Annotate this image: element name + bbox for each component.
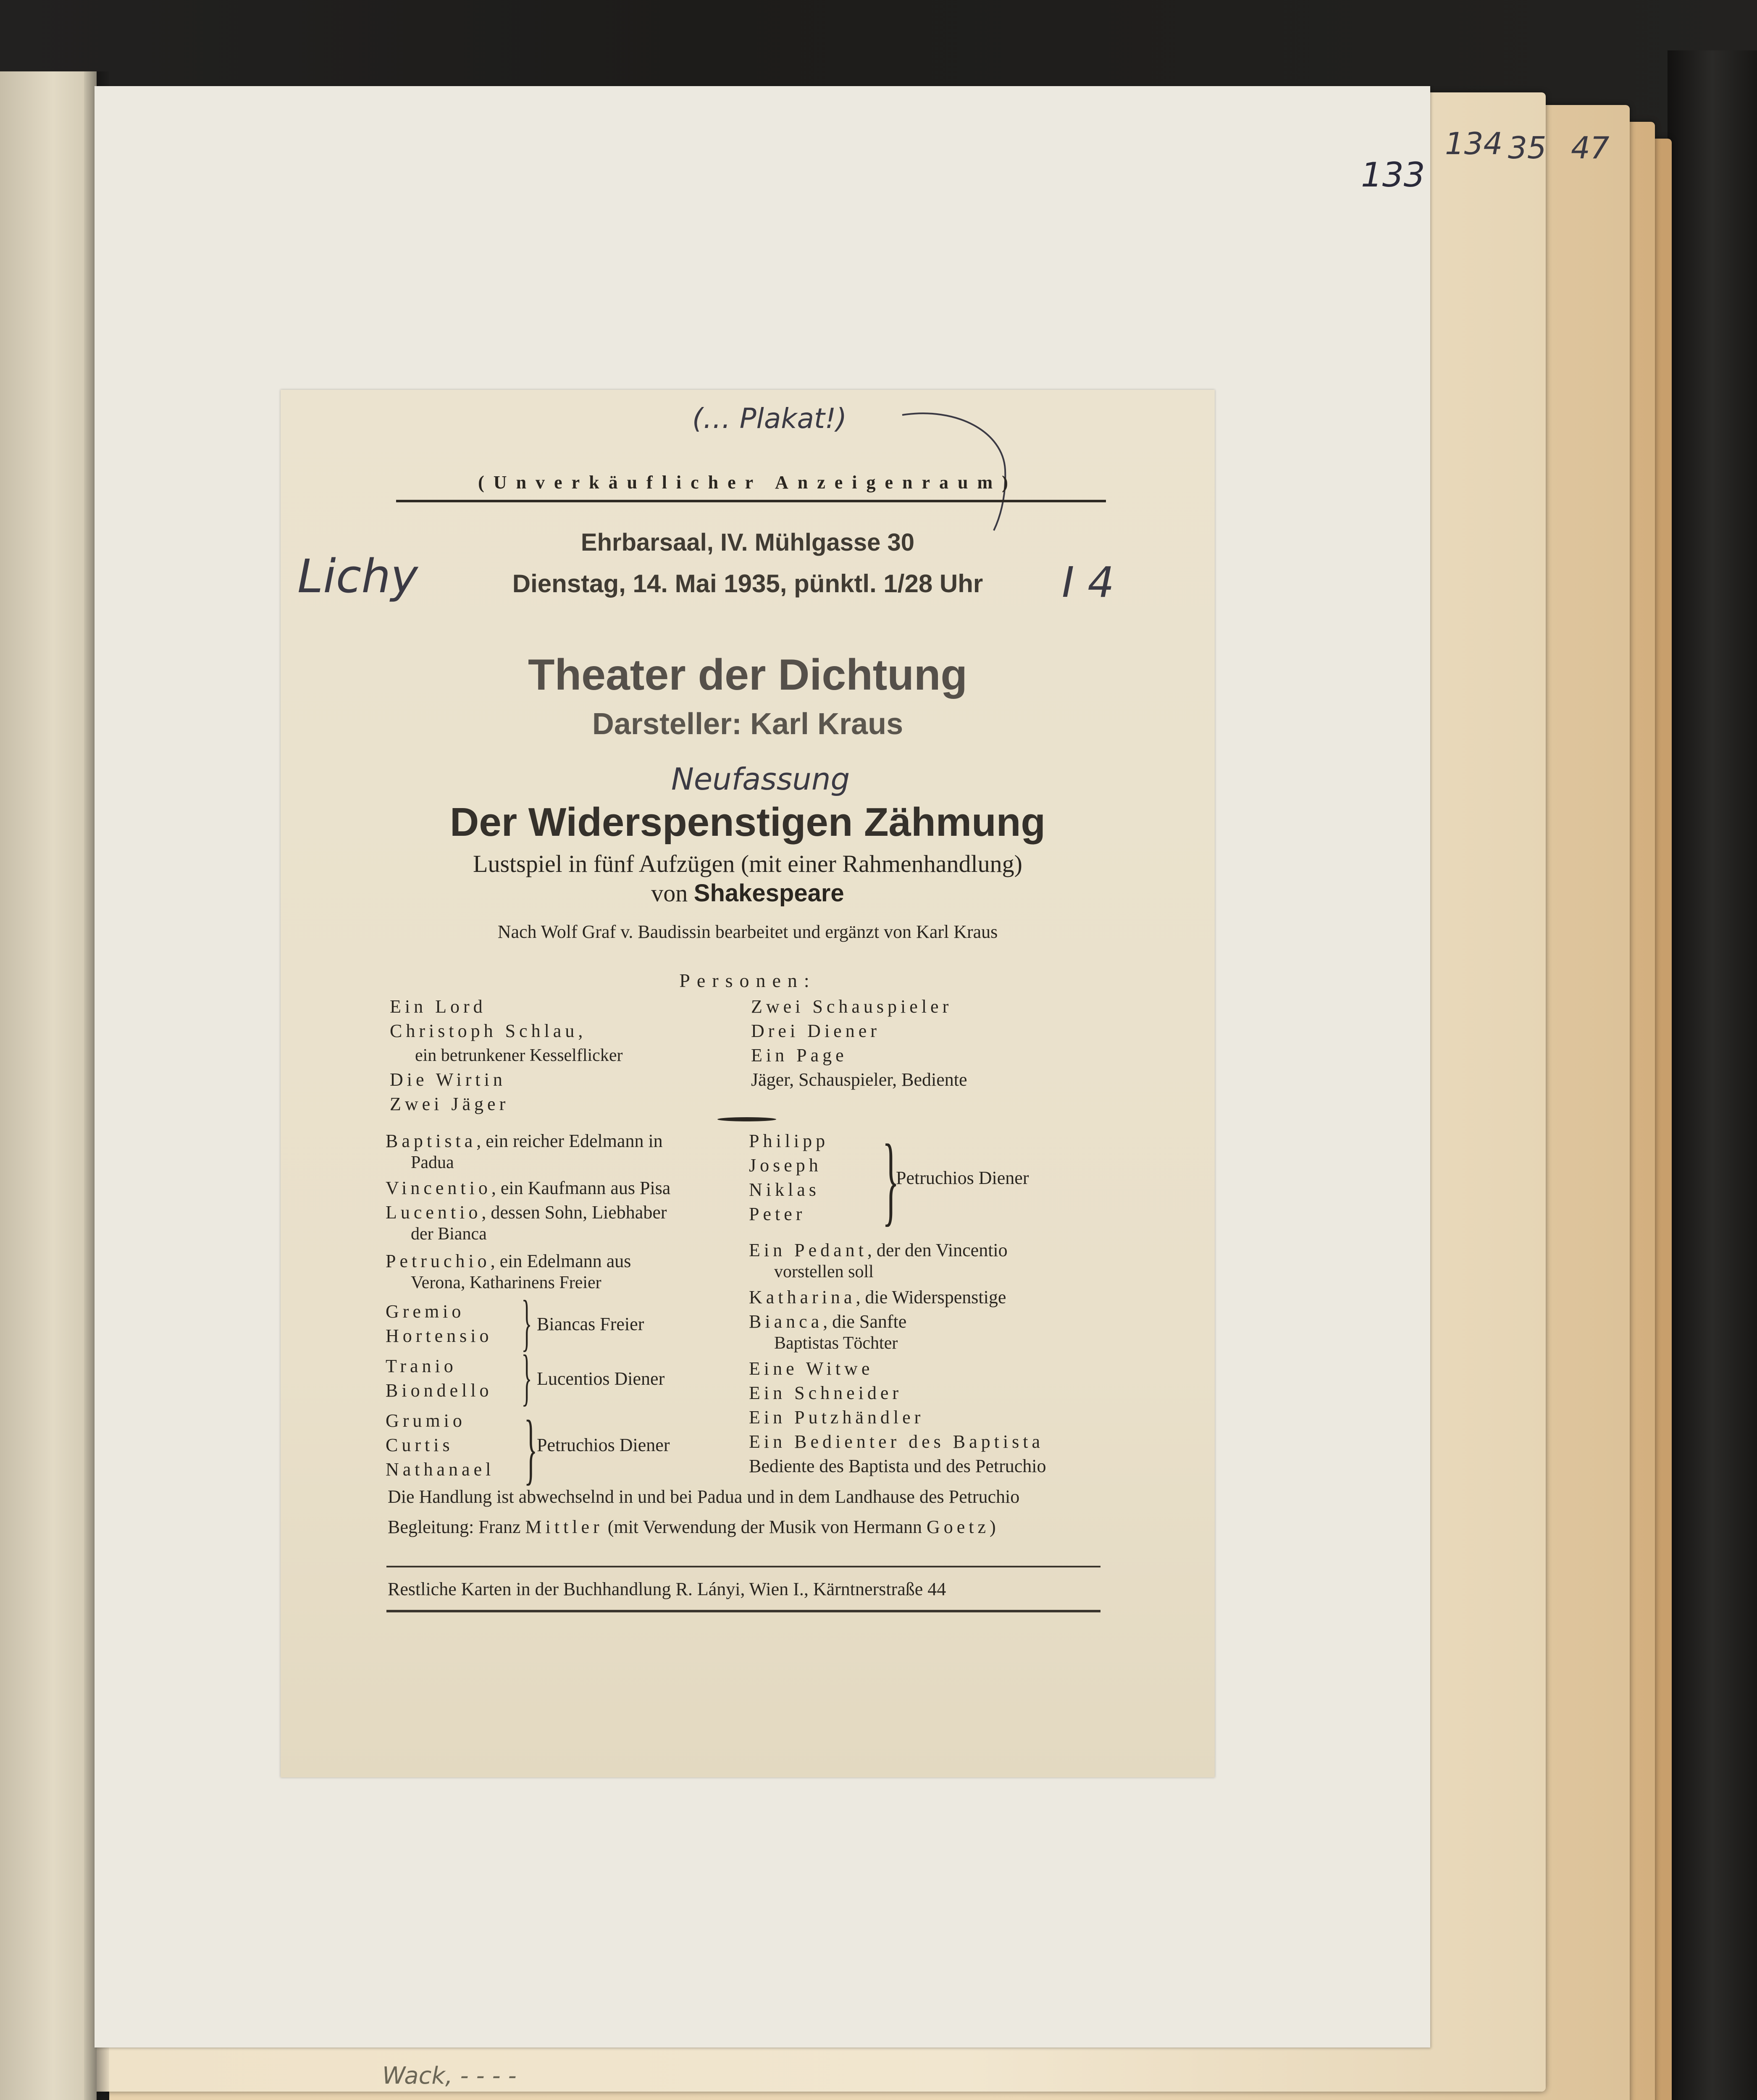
author: Shakespeare <box>693 879 844 907</box>
cast-name: Philipp <box>749 1131 829 1151</box>
cast-desc: , ein reicher Edelmann in <box>476 1131 663 1151</box>
music-mid: (mit Verwendung der Musik von Hermann <box>607 1517 922 1537</box>
handwritten-revision: Neufassung <box>671 761 850 797</box>
cast-name: Biondello <box>386 1380 493 1401</box>
cast-entry <box>749 1238 1046 1263</box>
cast-name: Christoph Schlau, <box>390 1021 587 1041</box>
cast-name: Grumio <box>386 1410 466 1431</box>
cast-entry <box>749 1454 1046 1478</box>
cast-group-role: Petruchios Diener <box>537 1435 670 1455</box>
cast-entry <box>386 1129 670 1153</box>
cast-entry <box>751 1019 967 1043</box>
cast-name: Ein Lord <box>390 996 486 1017</box>
cast-entry <box>390 1092 622 1116</box>
event-date: Dienstag, 14. Mai 1935, pünktl. 1/28 Uhr <box>512 570 983 598</box>
cast-name: Ein Page <box>751 1045 848 1066</box>
cast-group-role: Biancas Freier <box>537 1314 644 1334</box>
cast-desc: Bediente des Baptista und des Petruchio <box>749 1456 1046 1476</box>
brace-glyph: } <box>882 1124 899 1235</box>
adaptation-credit: Nach Wolf Graf v. Baudissin bearbeitet und ergänzt von Karl Kraus <box>497 921 998 942</box>
cast-desc: , die Sanfte <box>823 1311 907 1332</box>
cast-group <box>749 1124 1046 1235</box>
cast-name: Ein Putzhändler <box>749 1407 924 1428</box>
cast-desc: , dessen Sohn, Liebhaber <box>481 1202 667 1223</box>
cast-entry <box>390 1019 622 1043</box>
ad-notice-rule <box>396 500 1106 502</box>
music-composer: Goetz <box>926 1517 990 1537</box>
cast-desc: ein betrunkener Kesselflicker <box>415 1046 623 1065</box>
cast-desc: , ein Kaufmann aus Pisa <box>491 1178 671 1198</box>
cast-name: Niklas <box>749 1179 820 1200</box>
handwritten-mark-left: Lichy <box>297 549 418 603</box>
stack-number: 35 <box>1508 130 1547 165</box>
cast-entry <box>751 995 967 1019</box>
binder-spine-edge <box>1668 50 1757 2100</box>
cast-desc-cont: Baptistas Töchter <box>774 1334 898 1353</box>
cast-name: Tranio <box>386 1356 457 1376</box>
cast-entry <box>751 1068 967 1092</box>
cast-desc: , die Widerspenstige <box>856 1287 1006 1307</box>
cast-desc: Jäger, Schauspieler, Bediente <box>751 1069 967 1090</box>
cast-name: Die Wirtin <box>390 1069 506 1090</box>
setting-note: Die Handlung ist abwechselnd in und bei Padua und in dem Landhause des Petruchio <box>388 1486 1020 1507</box>
cast-name: Lucentio <box>386 1202 482 1223</box>
music-credit <box>388 1516 996 1538</box>
cast-name: Peter <box>749 1204 806 1224</box>
cast-heading: Personen: <box>679 970 816 991</box>
subtitle: Lustspiel in fünf Aufzügen (mit einer Rahmenhandlung) <box>473 850 1022 877</box>
cast-entry <box>749 1381 1046 1405</box>
cast-group <box>386 1342 670 1412</box>
play-title: Der Widerspenstigen Zähmung <box>450 800 1045 845</box>
brace-glyph: } <box>524 1404 538 1493</box>
handwritten-note: (… Plakat!) <box>692 402 847 435</box>
cast-name: Katharina <box>749 1287 856 1307</box>
cast-entry <box>749 1285 1046 1310</box>
cast-group-role: Lucentios Diener <box>537 1368 665 1389</box>
performer: Darsteller: Karl Kraus <box>592 707 903 741</box>
music-prefix: Begleitung: Franz <box>388 1517 521 1537</box>
cast-entry <box>390 1043 622 1068</box>
ad-notice: (Unverkäuflicher Anzeigenraum) <box>478 472 1017 493</box>
cast-entry <box>749 1357 1046 1381</box>
cast-entry <box>749 1310 1046 1334</box>
bottom-scrawl: Wack, - - - - <box>382 2062 517 2090</box>
cast-name: Baptista <box>386 1131 477 1151</box>
cast-name: Petruchio <box>386 1251 491 1271</box>
stack-number: 134 <box>1445 126 1503 161</box>
cast-name: Joseph <box>749 1155 822 1176</box>
music-name: Mittler <box>525 1517 603 1537</box>
author-line <box>281 879 1215 907</box>
cast-intro-right <box>751 995 967 1092</box>
tickets-rule-top <box>386 1566 1100 1567</box>
cast-desc-cont: vorstellen soll <box>774 1262 874 1281</box>
program-leaflet <box>281 390 1215 1777</box>
cast-main-left <box>386 1129 671 1493</box>
cast-name: Ein Bedienter des Baptista <box>749 1431 1044 1452</box>
cast-name: Ein Schneider <box>749 1383 903 1403</box>
cast-desc: , ein Edelmann aus <box>490 1251 631 1271</box>
cast-name: Nathanael <box>386 1459 495 1480</box>
folio-number: 133 <box>1361 155 1425 194</box>
cast-desc: , der den Vincentio <box>867 1240 1008 1260</box>
cast-desc-cont: der Bianca <box>411 1224 487 1244</box>
cast-entry <box>386 1200 670 1225</box>
venue: Ehrbarsaal, IV. Mühlgasse 30 <box>580 529 915 556</box>
cast-name: Drei Diener <box>751 1021 880 1041</box>
cast-name: Zwei Jäger <box>390 1094 510 1114</box>
cast-group <box>386 1404 670 1493</box>
cast-name: Ein Pedant <box>749 1240 867 1260</box>
cast-entry <box>386 1249 670 1273</box>
cast-name: Hortensio <box>386 1326 493 1346</box>
stack-number: 47 <box>1571 130 1610 165</box>
ornament-divider <box>717 1117 776 1121</box>
cast-name: Gremio <box>386 1301 465 1322</box>
cast-name: Zwei Schauspieler <box>751 996 953 1017</box>
brace-glyph: } <box>521 1342 532 1412</box>
cast-entry <box>390 1068 622 1092</box>
cast-intro-left <box>390 995 622 1116</box>
music-suffix: ) <box>990 1517 996 1537</box>
brace-glyph: } <box>521 1288 532 1357</box>
series-title: Theater der Dichtung <box>528 651 967 699</box>
cast-main-right <box>749 1124 1046 1478</box>
cast-entry <box>749 1430 1046 1454</box>
cast-entry <box>749 1405 1046 1430</box>
pencil-curve-mark <box>898 407 1011 533</box>
ticket-info: Restliche Karten in der Buchhandlung R. Lányi, Wien I., Kärntnerstraße 44 <box>388 1579 946 1599</box>
author-prefix: von <box>651 879 688 907</box>
cast-group-role: Petruchios Diener <box>896 1168 1029 1188</box>
tickets-rule-bottom <box>386 1610 1100 1612</box>
cast-entry <box>386 1176 670 1200</box>
cast-entry <box>390 995 622 1019</box>
cast-name: Bianca <box>749 1311 823 1332</box>
left-book-page <box>0 71 97 2100</box>
cast-entry <box>751 1043 967 1068</box>
handwritten-mark-right: I 4 <box>1062 558 1114 607</box>
cast-name: Eine Witwe <box>749 1358 874 1379</box>
cast-desc-cont: Verona, Katharinens Freier <box>411 1273 601 1292</box>
cast-desc-cont: Padua <box>411 1153 454 1172</box>
cast-name: Vincentio <box>386 1178 491 1198</box>
cast-name: Curtis <box>386 1435 454 1455</box>
